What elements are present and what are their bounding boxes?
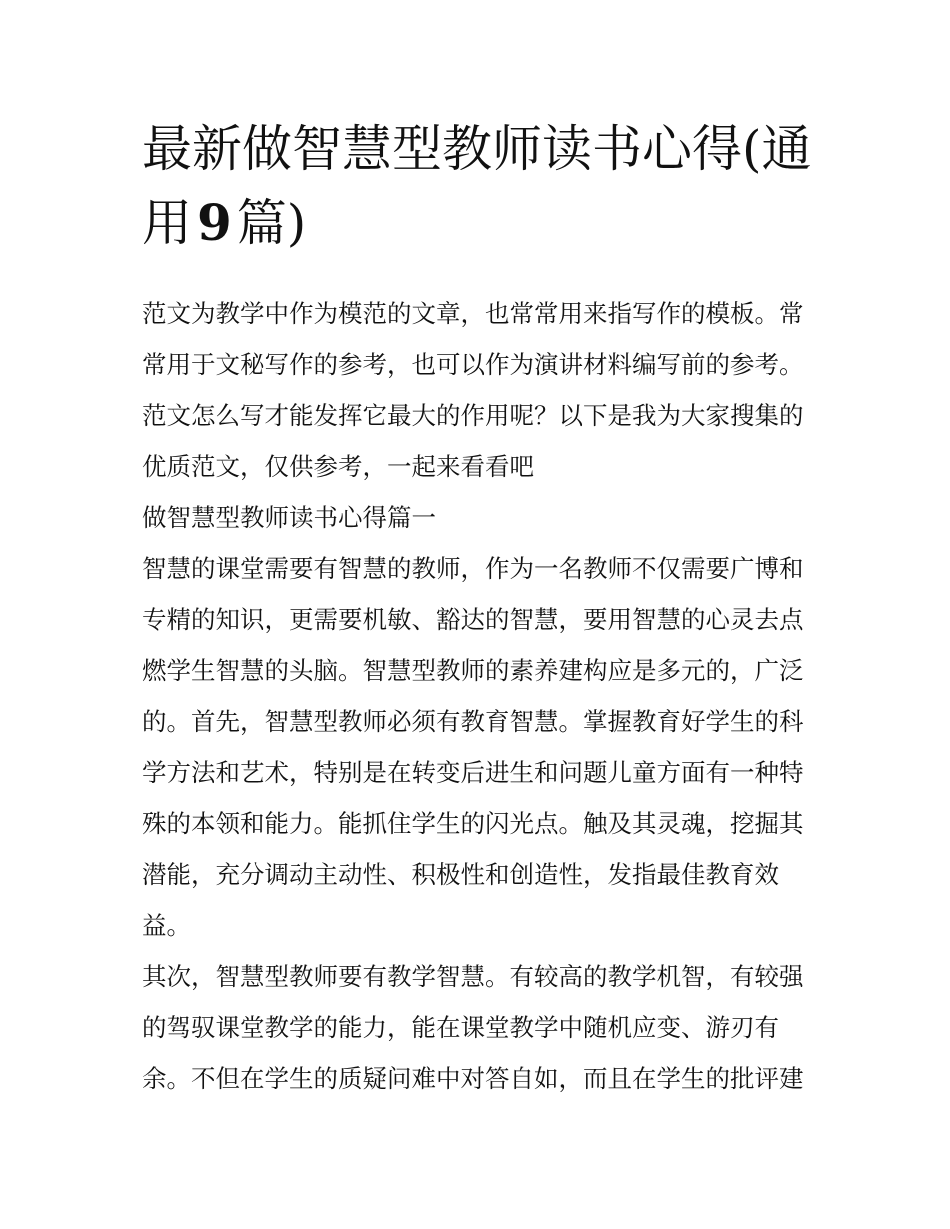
title-line-2-number: 9 [196, 193, 232, 252]
paragraph-2-line-2: 的驾驭课堂教学的能力，能在课堂教学中随机应变、游刃有 [142, 1013, 779, 1042]
document-body [142, 288, 814, 1104]
intro-line-1: 范文为教学中作为模范的文章，也常常用来指写作的模板。常 [142, 299, 804, 328]
paragraph-1-line-5: 学方法和艺术，特别是在转变后进生和问题儿童方面有一种特 [142, 758, 804, 787]
paragraph-1-line-6: 殊的本领和能力。能抓住学生的闪光点。触及其灵魂，挖掘其 [142, 809, 804, 838]
paragraph-1-line-3: 燃学生智慧的头脑。智慧型教师的素养建构应是多元的，广泛 [142, 656, 804, 685]
paragraph-2-line-3: 余。不但在学生的质疑问难中对答自如，而且在学生的批评建 [142, 1064, 804, 1093]
intro-line-3: 范文怎么写才能发挥它最大的作用呢？以下是我为大家搜集的 [142, 401, 804, 430]
title-line-2-suffix: 篇) [236, 194, 307, 252]
intro-line-4: 优质范文，仅供参考，一起来看看吧 [142, 452, 534, 481]
paragraph-1-line-1: 智慧的课堂需要有智慧的教师，作为一名教师不仅需要广博和 [142, 554, 804, 583]
paragraph-1-line-4: 的。首先，智慧型教师必须有教育智慧。掌握教育好学生的科 [142, 707, 804, 736]
title-line-2-prefix: 用 [142, 194, 192, 252]
document-page [142, 112, 814, 1104]
paragraph-1-line-7: 潜能，充分调动主动性、积极性和创造性，发指最佳教育效 [142, 860, 779, 889]
document-title [142, 112, 814, 260]
section-heading: 做智慧型教师读书心得篇一 [142, 503, 436, 532]
paragraph-2-line-1: 其次，智慧型教师要有教学智慧。有较高的教学机智，有较强 [142, 962, 804, 991]
intro-line-2: 常用于文秘写作的参考，也可以作为演讲材料编写前的参考。 [142, 350, 804, 379]
paragraph-1-line-8: 益。 [142, 911, 191, 940]
title-line-1: 最新做智慧型教师读书心得(通 [142, 120, 812, 178]
paragraph-1-line-2: 专精的知识，更需要机敏、豁达的智慧，要用智慧的心灵去点 [142, 605, 804, 634]
